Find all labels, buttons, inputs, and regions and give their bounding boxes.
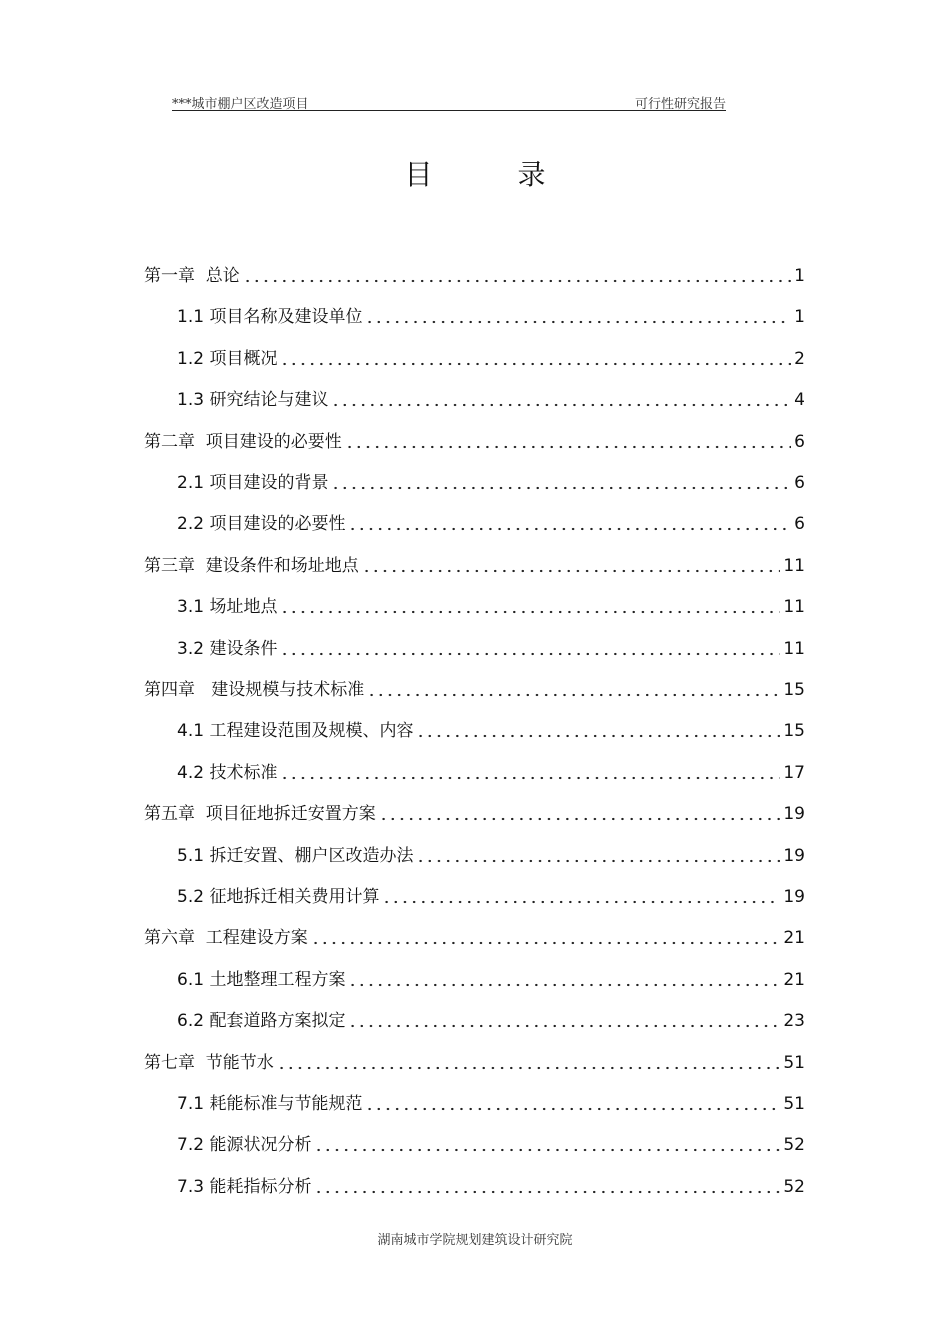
toc-entry-page-number: 11	[783, 638, 805, 659]
toc-dot-leader	[365, 1094, 780, 1111]
toc-chapter-entry[interactable]	[144, 554, 805, 578]
toc-dot-leader	[416, 721, 780, 738]
toc-dot-leader	[382, 887, 780, 904]
toc-dot-leader	[243, 266, 791, 283]
toc-chapter-entry[interactable]	[144, 1051, 805, 1075]
toc-section-entry[interactable]	[177, 471, 805, 495]
toc-chapter-entry[interactable]	[144, 802, 805, 826]
toc-section-entry[interactable]	[177, 719, 805, 743]
toc-entry-label: 5.2 征地拆迁相关费用计算	[177, 887, 380, 907]
toc-entry-label: 2.1 项目建设的背景	[177, 473, 329, 493]
toc-chapter-entry[interactable]	[144, 678, 805, 702]
toc-entry-label: 7.1 耗能标准与节能规范	[177, 1094, 363, 1114]
toc-dot-leader	[280, 597, 780, 614]
toc-entry-label: 3.2 建设条件	[177, 638, 278, 659]
toc-section-entry[interactable]	[177, 844, 805, 868]
toc-entry-label: 6.2 配套道路方案拟定	[177, 1011, 346, 1032]
toc-dot-leader	[277, 1053, 781, 1070]
toc-section-entry[interactable]	[177, 1133, 805, 1157]
toc-section-entry[interactable]	[177, 388, 805, 412]
header-project-name: ***城市棚户区改造项目	[172, 97, 309, 112]
toc-entry-page-number: 1	[794, 266, 805, 286]
toc-dot-leader	[280, 763, 780, 780]
toc-section-entry[interactable]	[177, 347, 805, 371]
toc-entry-label: 7.3 能耗指标分析	[177, 1176, 312, 1197]
toc-dot-leader	[280, 639, 780, 656]
toc-entry-label: 1.2 项目概况	[177, 348, 278, 369]
toc-entry-page-number: 21	[783, 928, 805, 949]
toc-entry-label: 第三章 建设条件和场址地点	[144, 555, 359, 576]
toc-dot-leader	[345, 432, 791, 449]
toc-entry-label: 第四章 建设规模与技术标准	[144, 680, 365, 700]
toc-dot-leader	[365, 307, 791, 324]
running-header	[172, 92, 726, 111]
toc-entry-label: 4.2 技术标准	[177, 762, 278, 783]
toc-dot-leader	[314, 1177, 780, 1194]
toc-section-entry[interactable]	[177, 761, 805, 785]
toc-entry-label: 7.2 能源状况分析	[177, 1135, 312, 1156]
toc-dot-leader	[331, 473, 791, 490]
toc-section-entry[interactable]	[177, 595, 805, 619]
toc-entry-label: 4.1 工程建设范围及规模、内容	[177, 721, 414, 742]
toc-chapter-entry[interactable]	[144, 264, 805, 288]
toc-entry-page-number: 11	[783, 597, 805, 618]
toc-dot-leader	[348, 1011, 780, 1028]
toc-dot-leader	[280, 349, 791, 366]
toc-section-entry[interactable]	[177, 968, 805, 992]
toc-entry-page-number: 1	[794, 307, 805, 328]
toc-entry-label: 6.1 土地整理工程方案	[177, 969, 346, 990]
toc-dot-leader	[311, 928, 781, 945]
toc-dot-leader	[379, 804, 781, 821]
toc-entry-page-number: 2	[794, 348, 805, 369]
toc-chapter-entry[interactable]	[144, 926, 805, 950]
toc-entry-page-number: 6	[794, 514, 805, 535]
toc-entry-page-number: 52	[783, 1176, 805, 1197]
toc-entry-page-number: 4	[794, 390, 805, 411]
toc-dot-leader	[367, 680, 780, 697]
toc-section-entry[interactable]	[177, 1009, 805, 1033]
toc-dot-leader	[348, 514, 791, 531]
toc-entry-page-number: 6	[794, 431, 805, 452]
toc-entry-page-number: 19	[783, 845, 805, 866]
toc-section-entry[interactable]	[177, 512, 805, 536]
toc-entry-page-number: 15	[783, 721, 805, 742]
toc-chapter-entry[interactable]	[144, 430, 805, 454]
toc-entry-label: 1.1 项目名称及建设单位	[177, 307, 363, 328]
toc-dot-leader	[348, 970, 780, 987]
toc-entry-page-number: 21	[783, 969, 805, 990]
toc-entry-label: 第六章 工程建设方案	[144, 928, 308, 949]
toc-entry-label: 第一章 总论	[144, 266, 240, 286]
toc-entry-label: 2.2 项目建设的必要性	[177, 514, 346, 535]
toc-entry-label: 第二章 项目建设的必要性	[144, 431, 342, 452]
toc-entry-page-number: 6	[794, 473, 805, 493]
toc-section-entry[interactable]	[177, 1092, 805, 1116]
toc-entry-label: 3.1 场址地点	[177, 597, 278, 618]
toc-dot-leader	[314, 1135, 780, 1152]
toc-entry-page-number: 19	[783, 804, 805, 825]
toc-section-entry[interactable]	[177, 1175, 805, 1199]
toc-section-entry[interactable]	[177, 305, 805, 329]
header-report-type: 可行性研究报告	[634, 97, 726, 112]
toc-section-entry[interactable]	[177, 885, 805, 909]
toc-entry-page-number: 51	[783, 1094, 805, 1114]
toc-entry-page-number: 51	[783, 1052, 805, 1073]
toc-entry-label: 5.1 拆迁安置、棚户区改造办法	[177, 845, 414, 866]
toc-entry-page-number: 52	[783, 1135, 805, 1156]
page-title: 目 录	[404, 158, 584, 191]
toc-dot-leader	[416, 846, 780, 863]
toc-entry-label: 第五章 项目征地拆迁安置方案	[144, 804, 376, 825]
toc-entry-label: 1.3 研究结论与建议	[177, 390, 329, 411]
toc-entry-label: 第七章 节能节水	[144, 1052, 274, 1073]
toc-entry-page-number: 19	[783, 887, 805, 907]
toc-entry-page-number: 11	[783, 555, 805, 576]
toc-entry-page-number: 15	[783, 680, 805, 700]
toc-dot-leader	[331, 390, 791, 407]
toc-section-entry[interactable]	[177, 637, 805, 661]
toc-dot-leader	[362, 556, 781, 573]
page-footer: 湖南城市学院规划建筑设计研究院	[377, 1233, 573, 1248]
toc-entry-page-number: 23	[783, 1011, 805, 1032]
toc-entry-page-number: 17	[783, 762, 805, 783]
